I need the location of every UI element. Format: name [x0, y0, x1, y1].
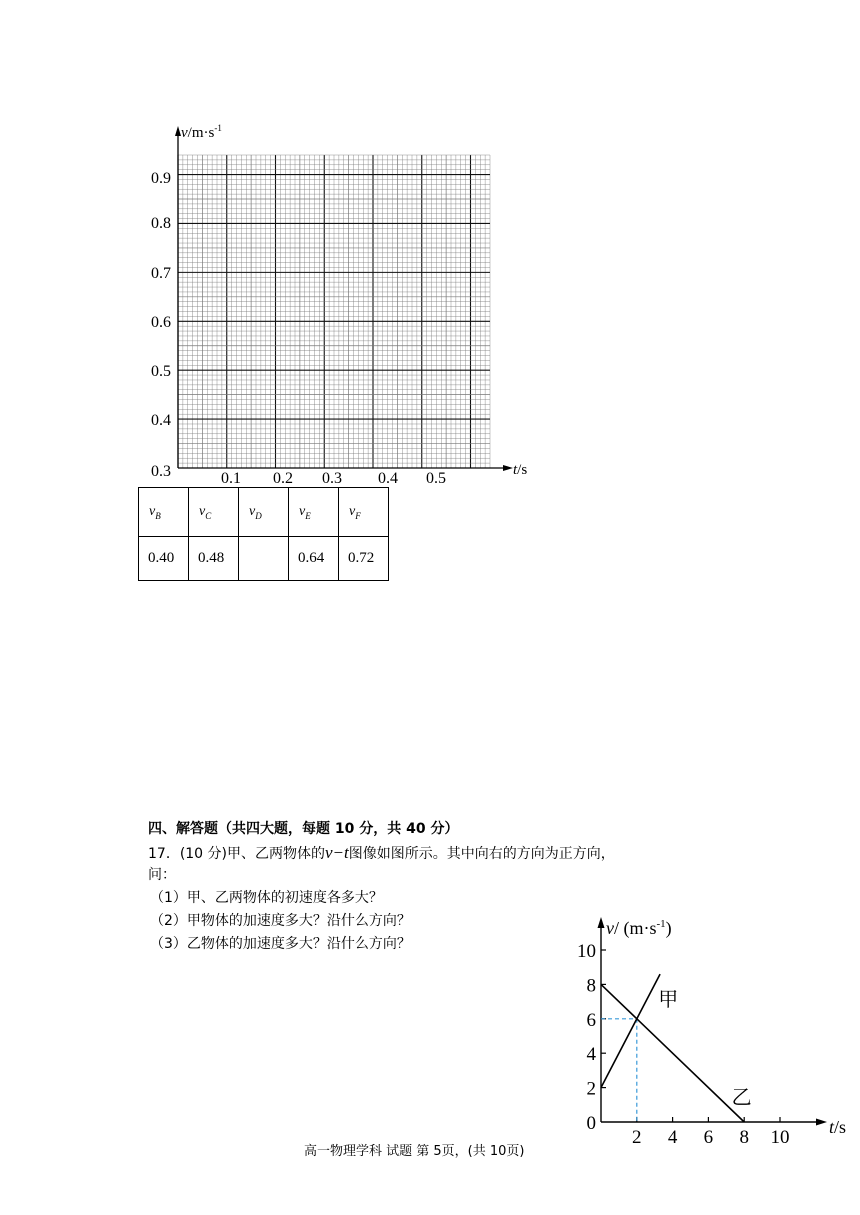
vt-x-tick-label: 8 [739, 1127, 749, 1148]
value-vb: 0.40 [139, 537, 189, 581]
grid-x-tick-label: 0.3 [322, 470, 342, 487]
vt-series-jia-label: 甲 [658, 988, 679, 1011]
vt-x-axis-label: t/s [829, 1117, 847, 1137]
vt-series-yi-label: 乙 [731, 1086, 752, 1109]
grid-x-tick-label: 0.2 [273, 470, 293, 487]
header-vc: $v_C$ [189, 488, 239, 537]
vt-x-tick-labels [632, 1127, 789, 1148]
value-ve: 0.64 [289, 537, 339, 581]
grid-x-tick-label: 0.1 [221, 470, 241, 487]
question-17-part-1: （1）甲、乙两物体的初速度各多大？ [150, 890, 383, 906]
vt-y-tick-label: 6 [586, 1009, 596, 1031]
vt-y-tick-label: 2 [586, 1078, 596, 1100]
vt-intersection-guides [601, 1019, 637, 1122]
vt-x-tick-label: 10 [770, 1127, 790, 1148]
question-17-part-3: （3）乙物体的加速度多大？沿什么方向？ [150, 936, 411, 952]
section-heading: 四、解答题（共四大题，每题 10 分，共 40 分） [148, 821, 459, 837]
grid-y-tick-label: 0.6 [151, 314, 171, 331]
value-vc: 0.48 [189, 537, 239, 581]
header-vb: $v_B$ [139, 488, 189, 537]
grid-y-tick-label: 0.9 [151, 170, 171, 187]
vt-y-tick-label: 0 [586, 1113, 596, 1134]
grid-y-tick-label: 0.5 [151, 363, 171, 380]
grid-y-tick-label: 0.4 [151, 412, 171, 429]
vt-y-tick-label: 4 [586, 1044, 596, 1066]
header-vf: $v_F$ [339, 488, 389, 537]
question-17-stem: 17．(10 分)甲、乙两物体的v−t图像如图所示。其中向右的方向为正方向， [148, 843, 615, 862]
grid-y-tick-label: 0.7 [151, 265, 171, 282]
grid-x-axis-label: t/s [513, 462, 528, 478]
grid-y-axis-label: $v/m\cdot s^{-1}$ [181, 123, 222, 141]
question-17-ask: 问： [148, 867, 176, 883]
vt-y-axis-label: v/ $(m\cdot s^{-1})$ [606, 918, 672, 938]
vt-x-tick-label: 6 [703, 1127, 714, 1148]
page-footer: 高一物理学科 试题 第 5页，(共 10页) [304, 1144, 525, 1159]
grid-x-tick-label: 0.4 [378, 470, 398, 487]
vt-series-labels [658, 989, 751, 1109]
vt-y-tick-labels [577, 941, 597, 1134]
grid-y-tick-label: 0.8 [151, 215, 171, 232]
header-vd: $v_D$ [239, 488, 289, 537]
vt-x-tick-label: 2 [632, 1127, 642, 1148]
vt-x-tick-label: 4 [667, 1127, 678, 1148]
vt-series-jia-line [601, 974, 660, 1088]
header-ve: $v_E$ [289, 488, 339, 537]
vt-y-tick-label: 8 [586, 975, 596, 997]
vt-y-tick-label: 10 [577, 941, 596, 962]
vt-axes [598, 917, 828, 1126]
question-17-part-2: （2）甲物体的加速度多大？沿什么方向？ [150, 913, 411, 929]
value-vf: 0.72 [339, 537, 389, 581]
grid-y-tick-label: 0.3 [151, 463, 171, 480]
grid-x-tick-label: 0.5 [426, 470, 446, 487]
